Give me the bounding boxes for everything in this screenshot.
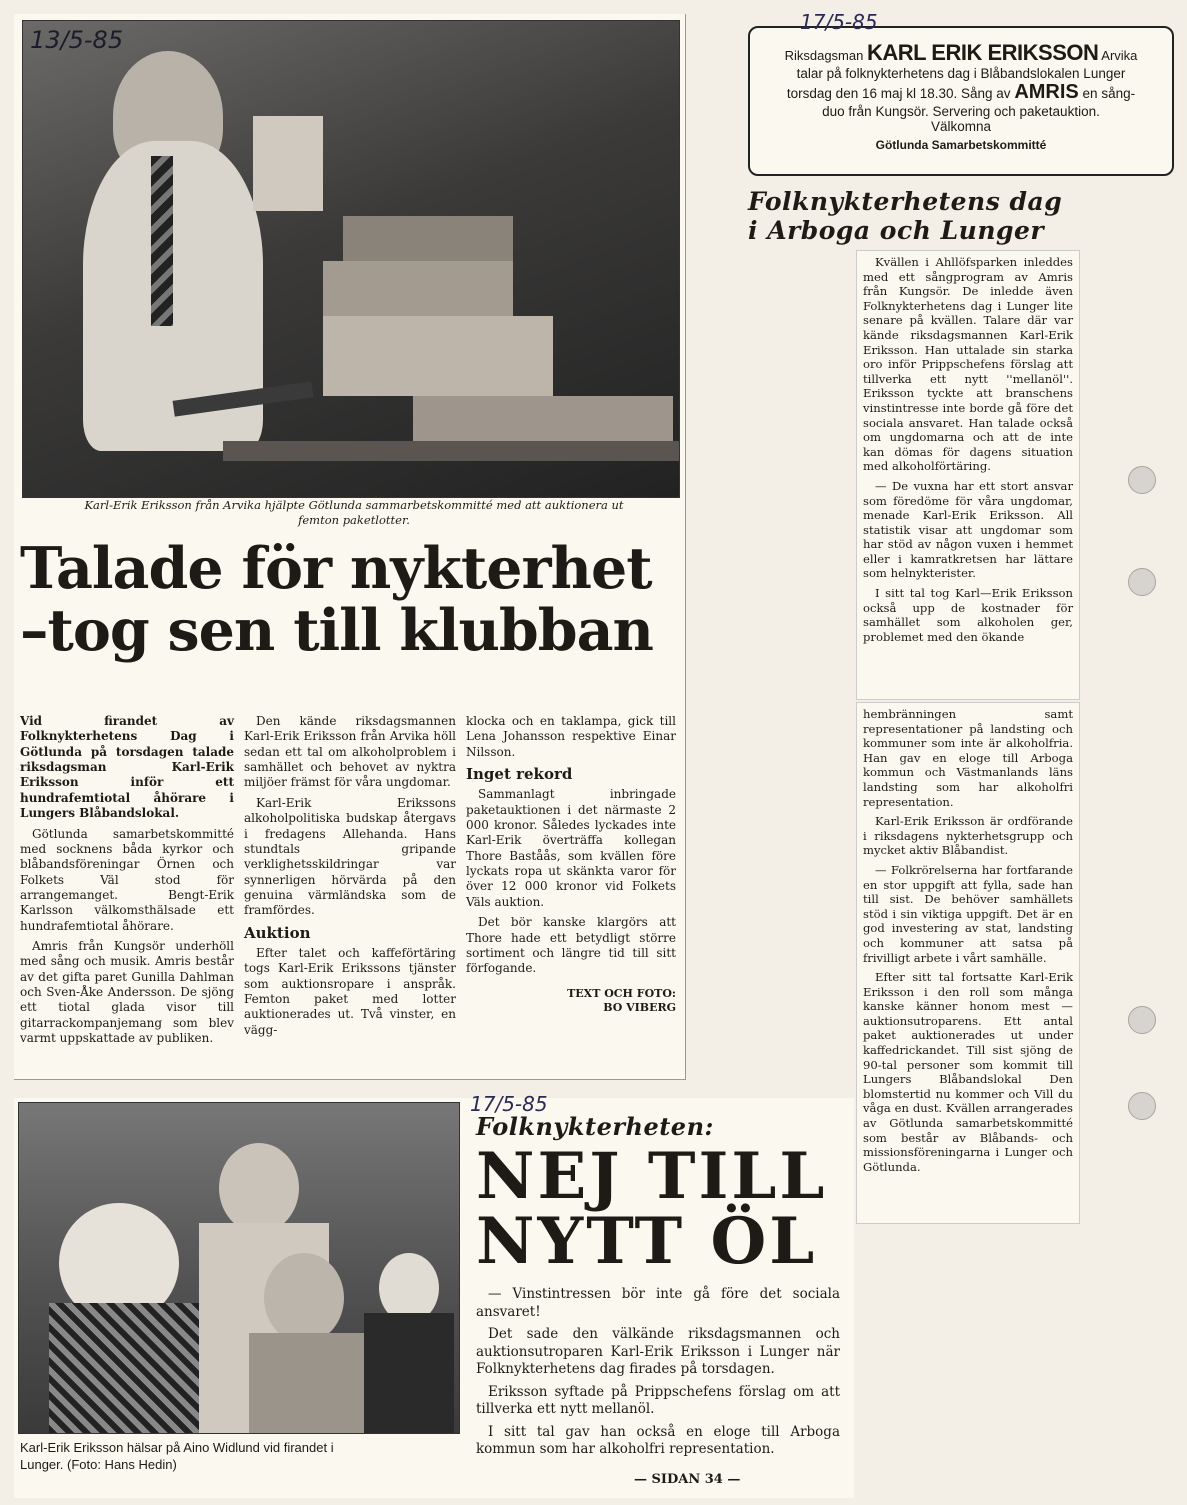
advertisement: Riksdagsman KARL ERIK ERIKSSON Arvika talar på folknykterhetens dag i Blåbandslokalen Lunger torsdag den 16 maj kl 18.30. Sång av AMRIS en sång- duo från Kungsör. Servering och paketauktion. Välkomna Götlunda Samarbetskommitté bbox=[748, 26, 1174, 176]
punch-hole bbox=[1128, 466, 1156, 494]
greeting-photo bbox=[18, 1102, 460, 1434]
headline-folknykterhetens-dag: Folknykterhetens dag i Arboga och Lunger bbox=[748, 187, 1063, 245]
article2-column-lower: hembränningen samt representationer på landsting och kommuner som inte är alkoholfria. Han gav en eloge till Arboga kommun och Västmanlands läns landsting som har alkoholfri representation. Karl-Erik Eriksson är ordförande i riksdagens nykterhetsgrupp och mycket aktiv Blåbandist. — Folkrörelserna har fortfarande en stor uppgift att fylla, sade han till sist. De behöver samhällets stöd i sin viktiga uppgift. Det är en god investering av stat, landsting och kommuner att satsa på frivilligt arbete i vårt samhälle. Efter sitt tal fortsatte Karl-Erik Eriksson i den roll som många kanske känner honom mest — auktionsutroparens. Ett antal paket auktionerades ut under kaffedrickandet. Till sist sjöng de 90-tal personer som kommit till Lungers Blåbandslokal Den blomstertid nu kommer och Vill du våga en dust. Kvällen arrangerades av Götlunda samarbetskommitté som består av Blåbands- och missionsföreningarna i Lunger och Götlunda. bbox=[856, 702, 1080, 1224]
punch-hole bbox=[1128, 1006, 1156, 1034]
handwritten-date-top-right: 17/5-85 bbox=[800, 10, 878, 34]
article1-column-1: Vid firandet av Folknykterhetens Dag i Götlunda på torsdagen talade riksdagsman Karl-Erik Eriksson inför ett hundrafemtiotal åhörare i Lungers Blåbandslokal. Götlunda samarbetskommitté med socknens båda kyrkor och blåbandsföreningar Örnen och Folkets Väl stod för arrangemanget. Bengt-Erik Karlsson välkomsthälsade ett hundrafemtiotal åhörare. Amris från Kungsör underhöll med sång och musik. Amris består av det gifta paret Gunilla Dahlman och Sven-Åke Andersson. De sjöng ett tiotal glada visor till gitarrackompanjemang som blev varmt uppskattade av publiken. bbox=[20, 714, 234, 1046]
auction-photo-caption: Karl-Erik Eriksson från Arvika hjälpte Götlunda sammarbetskommitté med att auktionera ut femton paketlotter. bbox=[84, 498, 624, 527]
byline: TEXT OCH FOTO: BO VIBERG bbox=[567, 986, 676, 1014]
clipping-nej-till-nytt-ol bbox=[14, 1098, 854, 1498]
clipping-talade-for-nykterhet bbox=[14, 14, 686, 1080]
ad-signature: Götlunda Samarbetskommitté bbox=[875, 138, 1047, 152]
kicker-folknykterheten: Folknykterheten: bbox=[476, 1112, 714, 1141]
punch-hole bbox=[1128, 568, 1156, 596]
article1-column-3: klocka och en taklampa, gick till Lena Johansson respektive Einar Nilsson. Inget rekord Sammanlagt inbringade paketauktionen i det närmaste 2 000 kronor. Således lyckades inte Karl-Erik överträffa kollegan Thore Baståås, som kvällen före lyckats ropa ut skänkta varor för över 12 000 kronor vid Folkets Väls auktion. Det bör kanske klargörs att Thore hade ett betydligt större sortiment och längre tid till sitt förfogande. TEXT OCH FOTO: BO VIBERG bbox=[466, 714, 676, 1014]
article2-column-upper: Kvällen i Ahllöfsparken inleddes med ett sångprogram av Amris från Kungsör. De inledde även Folknykterhetens dag i Lunger lite senare på kvällen. Talare där var kände riksdagsmannen Karl-Erik Eriksson. Han uttalade sin starka oro inför Prippschefens förslag att tillverka ett nytt ''mellanöl''. Eriksson tyckte att branschens vinstintresse inte borde gå före det sociala ansvaret. Han talade också om ungdomarna och att de inte kan dömas för dagens situation med alkoholförtäring. — De vuxna har ett stort ansvar som föredöme för våra ungdomar, menade Karl-Erik Eriksson. All statistik visar att ungdomar som har stöd av någon vuxen i hemmet eller i kamratkretsen har lättare som helnykterister. I sitt tal tog Karl—Erik Eriksson också upp de kostnader för samhället som alkoholen ger, problemet med den ökande bbox=[856, 250, 1080, 700]
headline-talade: Talade för nykterhet –tog sen till klubban bbox=[20, 535, 653, 665]
headline-nej-till-nytt-ol: NEJ TILL NYTT ÖL bbox=[476, 1139, 828, 1280]
auction-photo bbox=[22, 20, 680, 498]
article3-body: — Vinstintressen bör inte gå före det sociala ansvaret! Det sade den välkände riksdagsmannen och auktionsutroparen Karl-Erik Eriksson i Lunger när Folknykterhetens dag firades på torsdagen. Eriksson syftade på Prippschefens förslag om att tillverka ett nytt mellanöl. I sitt tal gav han också en eloge till Arboga kommun som har alkoholfri representation. bbox=[476, 1286, 840, 1458]
article1-column-2: Den kände riksdagsmannen Karl-Erik Eriksson från Arvika höll sedan ett tal om alkoholproblem i samhället och behovet av nyktra miljöer främst för våra ungdomar. Karl-Erik Erikssons alkoholpolitiska budskap återgavs i fredagens Allehanda. Hans stundtals gripande verklighetsskildringar var synnerligen hörvärda på den genuina värmländska som de framfördes. Auktion Efter talet och kaffeförtäring togs Karl-Erik Erikssons tjänster som auktionsropare i anspråk. Femton paket med lotter auktionerades ut. Två vinster, en vägg- bbox=[244, 714, 456, 1037]
greeting-photo-caption: Karl-Erik Eriksson hälsar på Aino Widlund vid firandet i Lunger. (Foto: Hans Hedin) bbox=[20, 1440, 334, 1472]
handwritten-date-bottom: 17/5-85 bbox=[470, 1092, 548, 1116]
handwritten-date-top-left: 13/5-85 bbox=[30, 26, 124, 54]
page-number: — SIDAN 34 — bbox=[634, 1472, 741, 1487]
ad-name: KARL ERIK ERIKSSON bbox=[866, 40, 1099, 65]
punch-hole bbox=[1128, 1092, 1156, 1120]
subhead-inget-rekord: Inget rekord bbox=[466, 765, 573, 784]
subhead-auktion: Auktion bbox=[244, 923, 311, 942]
